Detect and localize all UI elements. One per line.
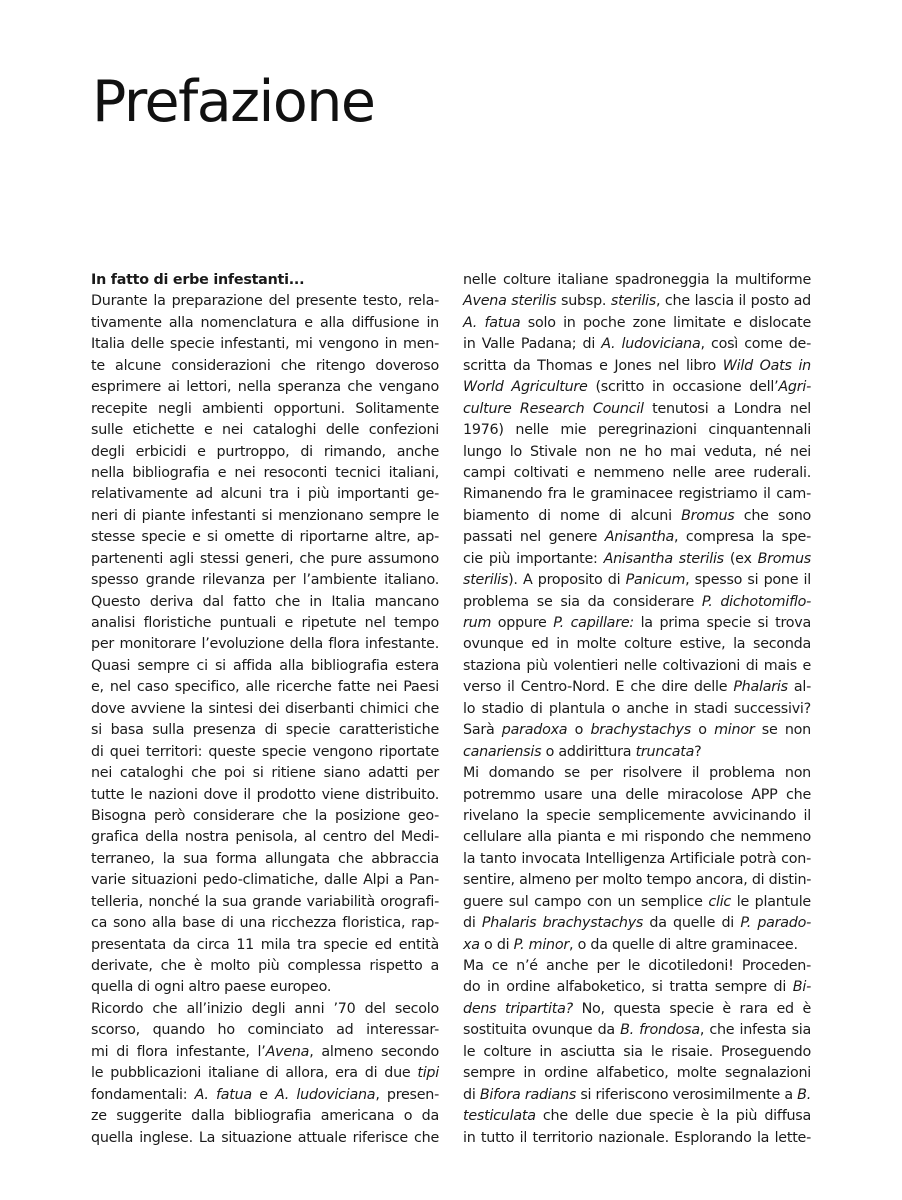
text-line: dens tripartita? No, questa specie è rara ed è [463,1000,811,1017]
text-line: verso il Centro-Nord. E che dire delle Phalaris al- [463,679,811,696]
text-line: scorso, quando ho cominciato ad interessar- [91,1022,439,1039]
text-line: Rimanendo fra le graminacee registriamo il cam- [463,486,811,503]
text-line: la tanto invocata Intelligenza Artificiale potrà con- [463,850,811,867]
text-line: scritta da Thomas e Jones nel libro Wild Oats in [463,357,811,374]
text-line: rum oppure P. capillare: la prima specie si trova [463,615,811,631]
text-line: rivelano la specie semplicemente avvicinando il [463,807,811,824]
text-line: canariensis o addirittura truncata? [463,743,702,760]
text-line: xa o di P. minor, o da quelle di altre graminacee. [463,936,798,953]
text-line: potremmo usare una delle miracolose APP che [463,786,811,803]
text-line: Italia delle specie infestanti, mi vengono in men- [91,336,439,353]
text-line: dove avviene la sintesi dei diserbanti chimici che [91,700,439,717]
text-line: neri di piante infestanti si menzionano sempre le [91,507,439,524]
text-line: di Bifora radians si riferiscono verosimilmente a B. [463,1086,811,1103]
text-line: culture Research Council tenutosi a Londra nel [463,400,812,417]
section-heading: In fatto di erbe infestanti... [91,272,305,288]
text-line: degli erbicidi e purtroppo, di rimando, anche [91,443,439,460]
text-line: cie più importante: Anisantha sterilis (ex Bromus [463,550,811,567]
text-line: 1976) nelle mie peregrinazioni cinquantennali [463,422,811,439]
text-line: analisi floristiche puntuali e ripetute nel tempo [91,615,439,631]
text-line: ca sono alla base di una ricchezza floristica, rap- [91,915,439,932]
text-line: ze suggerite dalla bibliografia americana o da [91,1108,439,1125]
text-line: campi coltivati e nemmeno nelle aree ruderali. [463,464,811,481]
text-line: derivate, che è molto più complessa rispetto a [91,958,439,974]
text-line: recepite negli ambienti opportuni. Solitamente [91,400,439,417]
text-line: quella di ogni altro paese europeo. [91,979,332,996]
text-line: nella bibliografia e nei resoconti tecnici italiani, [91,464,439,481]
text-line: biamento di nome di alcuni Bromus che sono [463,507,811,524]
text-line: relativamente ad alcuni tra i più importanti ge- [91,486,439,503]
text-line: nelle colture italiane spadroneggia la multiforme [463,272,811,288]
text-line: sempre in ordine alfabetico, molte segnalazioni [463,1065,811,1082]
text-line: testiculata che delle due specie è la più diffusa [463,1108,811,1125]
text-line: Questo deriva dal fatto che in Italia mancano [91,593,439,610]
text-line: do in ordine alfaboketico, si tratta sempre di Bi- [463,979,811,996]
text-line: Bisogna però considerare che la posizione geo- [91,807,439,824]
text-line: per monitorare l’evoluzione della flora infestante. [91,636,439,653]
text-line: staziona più volentieri nelle coltivazioni di mais e [463,657,811,674]
text-line: sentire, almeno per molto tempo ancora, di distin- [463,872,812,889]
text-line: Mi domando se per risolvere il problema non [463,765,811,782]
text-line: Avena sterilis subsp. sterilis, che lascia il posto ad [463,293,811,310]
text-line: esprimere ai lettori, nella speranza che vengano [91,379,439,396]
text-line: Sarà paradoxa o brachystachys o minor se non [463,722,811,739]
text-line: ovunque ed in molte colture estive, la seconda [463,636,811,653]
text-line: si basa sulla presenza di specie caratteristiche [91,722,439,739]
right-text-column [463,270,811,1149]
text-line: terraneo, la sua forma allungata che abbraccia [91,850,439,867]
left-paragraphs [91,291,439,1149]
text-line: sostituita ovunque da B. frondosa, che infesta sia [463,1022,811,1039]
text-line: le pubblicazioni italiane di allora, era di due tipi [91,1065,439,1082]
text-line: tivamente alla nomenclatura e alla diffusione in [91,314,439,331]
text-line: mi di flora infestante, l’Avena, almeno secondo [91,1043,439,1060]
text-line: di quei territori: queste specie vengono riportate [91,743,439,760]
text-line: lungo lo Stivale non ne ho mai veduta, né nei [463,443,811,460]
text-line: World Agriculture (scritto in occasione dell’Agri- [463,379,811,396]
text-line: quella inglese. La situazione attuale riferisce che [91,1129,439,1146]
text-line: e, nel caso specifico, alle ricerche fatte nei Paesi [91,679,439,696]
text-line: stesse specie e si omette di riportarne altre, ap- [91,529,439,546]
text-line: nei cataloghi che poi si ritiene siano adatti per [91,765,439,782]
page-title: Prefazione [92,69,375,135]
text-line: le colture in asciutta sia le risaie. Proseguendo [463,1043,811,1060]
text-line: sulle etichette e nei cataloghi delle confezioni [91,422,439,439]
text-line: telleria, nonché la sua grande variabilità orografi- [91,893,439,910]
text-line: Ricordo che all’inizio degli anni ’70 del secolo [91,1000,439,1017]
text-line: Ma ce n’é anche per le dicotiledoni! Proceden- [463,958,811,974]
text-line: tutte le nazioni dove il prodotto viene distribuito. [91,786,439,803]
text-line: grafica della nostra penisola, al centro del Medi- [91,829,439,846]
text-line: lo stadio di plantula o anche in stadi successivi? [463,700,811,717]
text-line: Quasi sempre ci si affida alla bibliografia estera [91,657,439,674]
text-line: cellulare alla pianta e mi rispondo che nemmeno [463,829,811,846]
text-line: Durante la preparazione del presente testo, rela- [91,293,439,310]
text-line: te alcune considerazioni che ritengo doveroso [91,357,439,374]
text-line: presentata da circa 11 mila tra specie ed entità [91,936,439,953]
text-line: guere sul campo con un semplice clic le plantule [463,893,811,910]
text-line: in tutto il territorio nazionale. Esplorando la lette- [463,1129,811,1146]
text-line: in Valle Padana; di A. ludoviciana, così come de- [463,336,811,353]
text-line: fondamentali: A. fatua e A. ludoviciana, presen- [91,1086,440,1103]
right-paragraphs [463,270,811,1149]
text-line: problema se sia da considerare P. dichotomiflo- [463,593,811,610]
text-line: partenenti agli stessi generi, che pure assumono [91,550,439,567]
text-line: sterilis). A proposito di Panicum, spesso si pone il [463,572,811,589]
text-line: spesso grande rilevanza per l’ambiente italiano. [91,572,439,589]
left-text-column [91,270,439,1149]
text-line: varie situazioni pedo-climatiche, dalle Alpi a Pan- [91,872,439,889]
text-line: di Phalaris brachystachys da quelle di P. parado- [463,915,812,932]
text-line: passati nel genere Anisantha, compresa la spe- [463,529,811,546]
text-line: A. fatua solo in poche zone limitate e dislocate [463,314,811,331]
